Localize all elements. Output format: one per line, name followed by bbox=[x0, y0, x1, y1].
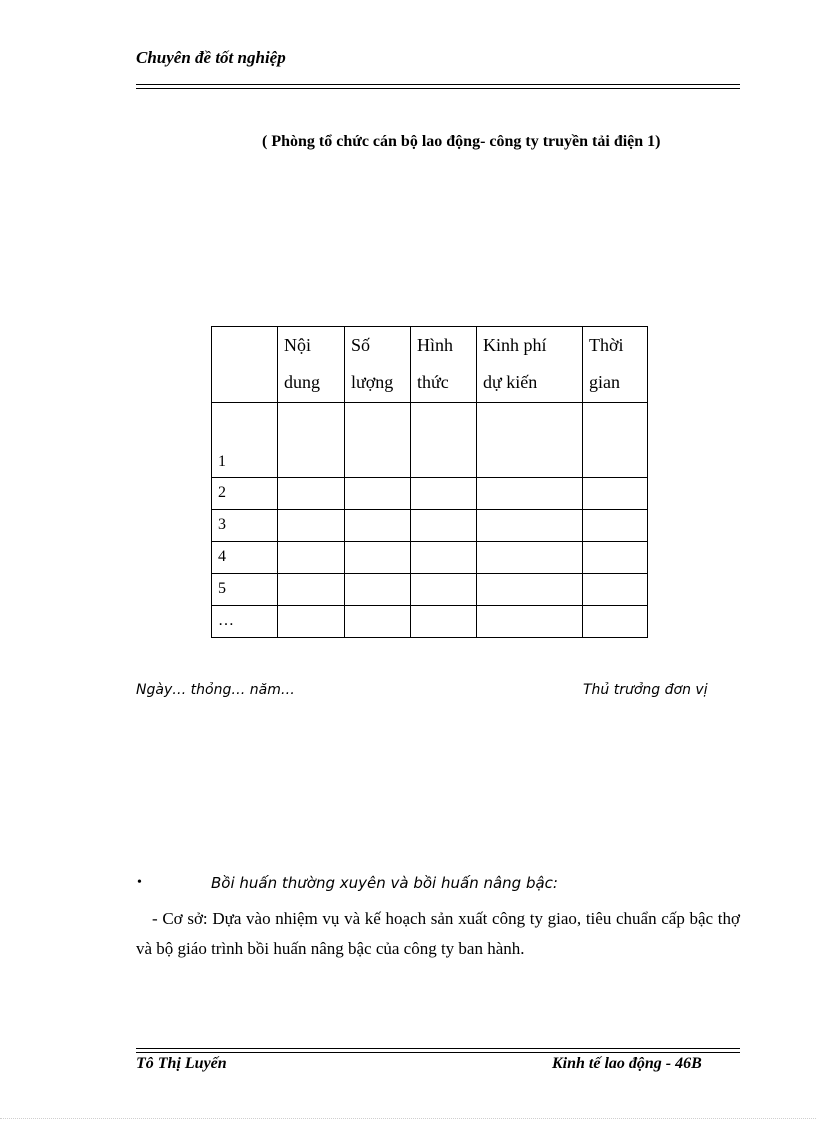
row-index: … bbox=[212, 606, 278, 638]
section-heading: Bồi huấn thường xuyên và bồi huấn nâng bậc: bbox=[211, 874, 558, 892]
table-row bbox=[212, 478, 648, 510]
header-cell-time: Thời gian bbox=[583, 327, 648, 403]
signature-date: Ngày… thỏng… năm… bbox=[136, 682, 295, 698]
row-index: 2 bbox=[212, 478, 278, 510]
table-row bbox=[212, 403, 648, 478]
section-paragraph: - Cơ sở: Dựa vào nhiệm vụ và kế hoạch sản xuất công ty giao, tiêu chuẩn cấp bậc thợ và bộ giáo trình bồi huấn nâng bậc của công ty ban hành. bbox=[136, 909, 740, 958]
header-cell-index bbox=[212, 327, 278, 403]
row-index: 3 bbox=[212, 510, 278, 542]
table-header-row bbox=[212, 327, 648, 403]
header-rule-bottom bbox=[136, 88, 740, 89]
bullet-glyph: • bbox=[137, 875, 142, 890]
training-plan-table bbox=[211, 326, 648, 638]
footer-rule-top bbox=[136, 1048, 740, 1049]
row-index: 4 bbox=[212, 542, 278, 574]
header-cell-quantity: Số lượng bbox=[345, 327, 411, 403]
header-cell-content: Nội dung bbox=[278, 327, 345, 403]
table-row bbox=[212, 574, 648, 606]
page-bottom-edge bbox=[0, 1118, 816, 1119]
signature-signer: Thủ trưởng đơn vị bbox=[583, 682, 708, 698]
page-header-title: Chuyên đề tốt nghiệp bbox=[136, 48, 286, 67]
header-rule-top bbox=[136, 84, 740, 85]
header-cell-budget: Kinh phí dự kiến bbox=[477, 327, 583, 403]
table-row bbox=[212, 606, 648, 638]
footer-rule-bottom bbox=[136, 1052, 740, 1053]
footer-author: Tô Thị Luyến bbox=[136, 1055, 227, 1072]
row-index: 5 bbox=[212, 574, 278, 606]
table-row bbox=[212, 542, 648, 574]
source-note: ( Phòng tổ chức cán bộ lao động- công ty truyền tải điện 1) bbox=[262, 133, 661, 150]
header-cell-form: Hình thức bbox=[411, 327, 477, 403]
table-row bbox=[212, 510, 648, 542]
footer-class: Kinh tế lao động - 46B bbox=[552, 1055, 702, 1072]
row-index: 1 bbox=[212, 403, 278, 478]
